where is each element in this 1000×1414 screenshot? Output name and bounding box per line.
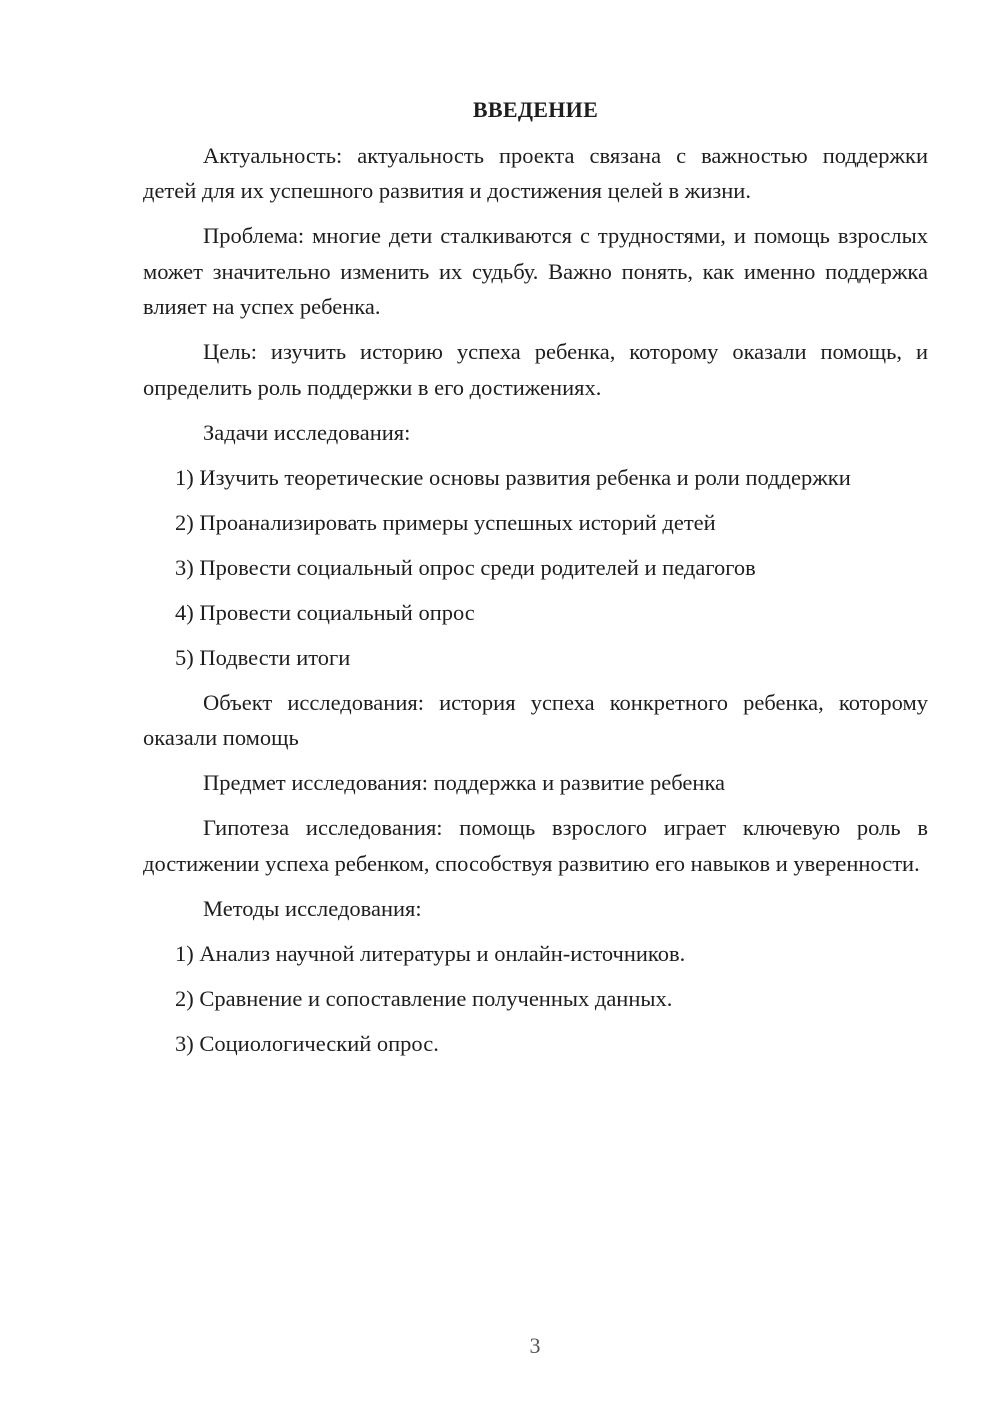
paragraph-problem: Проблема: многие дети сталкиваются с трудностями, и помощь взрослых может значительно изменить их судьбу. Важно понять, как именно поддержка влияет на успех ребенка.: [143, 223, 928, 319]
list-item: 1) Изучить теоретические основы развития ребенка и роли поддержки: [175, 464, 851, 490]
document-page: [143, 92, 928, 1061]
list-item: 4) Провести социальный опрос: [175, 599, 475, 625]
list-item: 5) Подвести итоги: [175, 644, 351, 670]
paragraph-relevance: Актуальность: актуальность проекта связана с важностью поддержки детей для их успешного развития и достижения целей в жизни.: [143, 142, 928, 203]
list-item: 2) Проанализировать примеры успешных историй детей: [175, 509, 716, 535]
paragraph-goal: Цель: изучить историю успеха ребенка, которому оказали помощь, и определить роль поддержки в его достижениях.: [143, 339, 928, 400]
methods-list: [143, 936, 928, 1062]
methods-heading: Методы исследования:: [203, 895, 422, 921]
list-item: 3) Провести социальный опрос среди родителей и педагогов: [175, 554, 756, 580]
list-item: 3) Социологический опрос.: [175, 1030, 439, 1056]
paragraph-object: Объект исследования: история успеха конкретного ребенка, которому оказали помощь: [143, 689, 928, 750]
paragraph-subject: Предмет исследования: поддержка и развитие ребенка: [203, 770, 726, 795]
page-number: 3: [529, 1333, 541, 1358]
paragraph-hypothesis: Гипотеза исследования: помощь взрослого играет ключевую роль в достижении успеха ребенком, способствуя развитию его навыков и уверенности.: [143, 815, 928, 876]
list-item: 1) Анализ научной литературы и онлайн-источников.: [175, 940, 686, 966]
list-item: 2) Сравнение и сопоставление полученных данных.: [175, 985, 673, 1011]
tasks-heading: Задачи исследования:: [203, 419, 411, 445]
page-title: ВВЕДЕНИЕ: [472, 97, 599, 122]
tasks-list: [143, 460, 928, 676]
